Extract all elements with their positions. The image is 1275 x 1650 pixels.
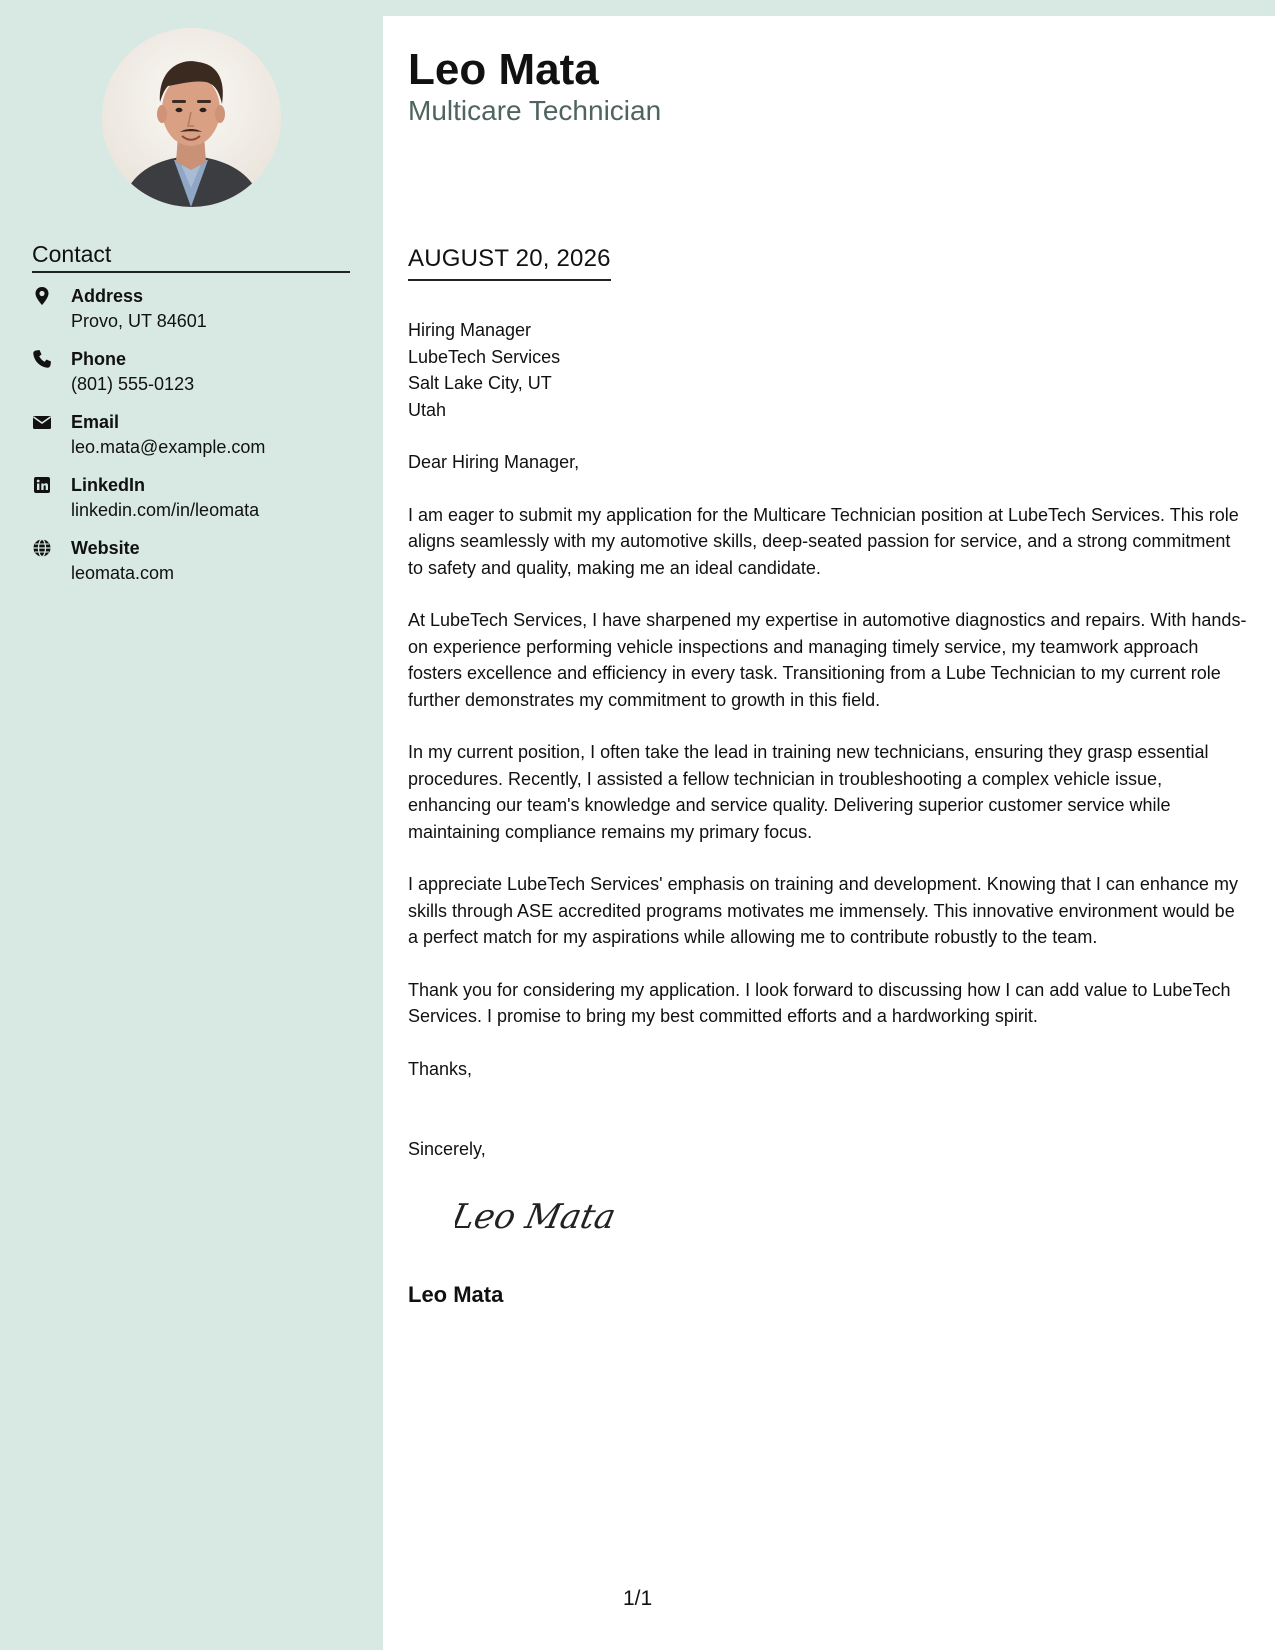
contact-value: (801) 555-0123 [71,374,195,394]
letter-paragraph: Thank you for considering my application. I look forward to discussing how I can add value to LubeTech Services. I promise to bring my best committed efforts and a hardworking spirit. [408,979,1231,1026]
recipient-company: LubeTech Services [408,346,561,367]
contact-heading: Contact [32,240,350,273]
contact-item-linkedin [32,473,352,536]
envelope-icon [32,412,52,432]
contact-label: Address [71,286,144,306]
contact-list [32,284,352,599]
contact-value: linkedin.com/in/leomata [71,500,260,520]
signature [455,1184,625,1244]
closing-sincerely: Sincerely, [408,1139,486,1159]
contact-label: Phone [71,349,127,369]
page-title: Leo Mata [408,45,599,94]
contact-label: Email [71,412,120,432]
closing-thanks: Thanks, [408,1059,473,1079]
contact-item-website [32,536,352,599]
recipient-name: Hiring Manager [408,320,532,340]
contact-item-phone [32,347,352,410]
globe-icon [32,538,52,558]
phone-icon [32,349,52,369]
recipient-city: Salt Lake City, UT [408,373,552,393]
contact-label: Website [71,538,140,558]
contact-label: LinkedIn [71,475,146,495]
recipient-state: Utah [408,399,447,420]
signer-name: Leo Mata [408,1282,504,1307]
contact-value: leo.mata@example.com [71,437,266,457]
contact-item-email [32,410,352,473]
salutation: Dear Hiring Manager, [408,452,580,472]
avatar [102,28,281,207]
profile-photo [102,28,281,207]
job-title: Multicare Technician [408,95,662,126]
contact-value: Provo, UT 84601 [71,311,207,331]
linkedin-icon [32,475,52,495]
letter-body [408,449,1248,1056]
map-pin-icon [32,286,52,306]
page-number: 1/1 [623,1587,653,1610]
letter-paragraph: I am eager to submit my application for the Multicare Technician position at LubeTech Services. This role aligns seamlessly with my automotive skills, deep-seated passion for service, and a strong commitment to safety and quality, making me an ideal candidate. [408,504,1239,578]
letter-paragraph: In my current position, I often take the lead in training new technicians, ensuring they grasp essential procedures. Recently, I assisted a fellow technician in troubleshooting a complex vehicle issue, enhancing our team's knowledge and service quality. Delivering superior customer service while maintaining compliance remains my primary focus. [408,742,1209,842]
recipient-block [408,317,560,423]
contact-value: leomata.com [71,563,175,583]
contact-item-address [32,284,352,347]
letter-main [383,16,1275,1650]
sidebar [0,0,383,1650]
letter-paragraph: At LubeTech Services, I have sharpened my expertise in automotive diagnostics and repairs. With hands-on experience performing vehicle inspections and managing timely service, my teamwork approach fosters excellence and efficiency in every task. Transitioning from a Lube Technician to my current role further demonstrates my commitment to growth in this field. [408,610,1247,710]
signature-image [455,1184,625,1244]
letter-paragraph: I appreciate LubeTech Services' emphasis on training and development. Knowing that I can enhance my skills through ASE accredited programs motivates me immensely. This innovative environment would be a perfect match for my aspirations while allowing me to contribute robustly to the team. [408,874,1238,947]
signature-text: Leo Mata [455,1197,620,1237]
letter-date: AUGUST 20, 2026 [408,244,611,281]
